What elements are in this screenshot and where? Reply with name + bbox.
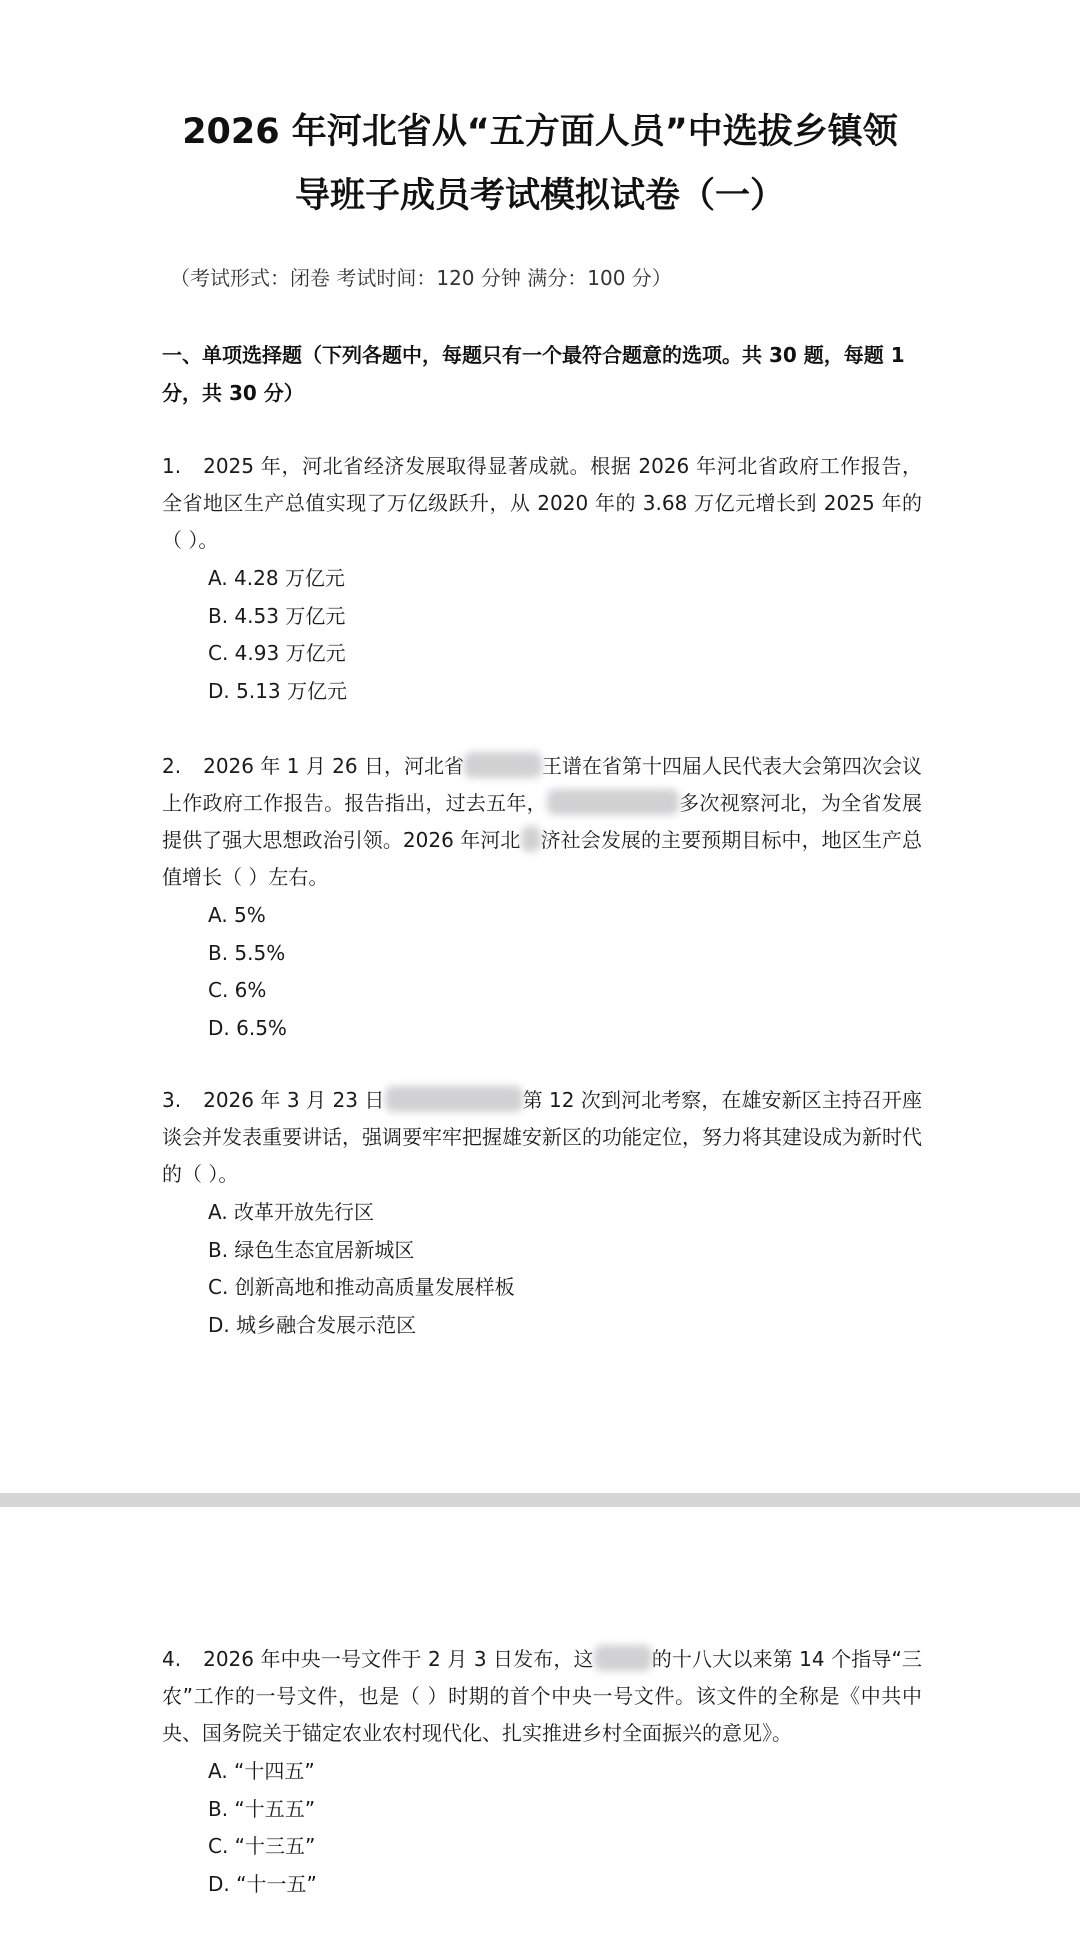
option-c: C. 6% bbox=[208, 978, 267, 1002]
exam-meta: （考试形式：闭卷 考试时间：120 分钟 满分：100 分） bbox=[170, 266, 672, 290]
section-heading: 一、单项选择题（下列各题中，每题只有一个最符合题意的选项。共 30 题，每题 1 分，共 30 分） bbox=[162, 343, 905, 405]
question-stem bbox=[162, 1641, 922, 1752]
option-c: C. 创新高地和推动高质量发展样板 bbox=[208, 1275, 515, 1299]
option-a: A. 改革开放先行区 bbox=[208, 1200, 375, 1224]
question-text-part-2: 第 12 次到河北考察，在雄安新区主持召开座谈会并发表重要讲话，强调要牢牢把握雄安新区的功能定位，努力将其建设成为新时代的（ ）。 bbox=[162, 1088, 923, 1186]
exam-title-line-2: 导班子成员考试模拟试卷（一） bbox=[294, 176, 785, 216]
question-number: 1. bbox=[162, 454, 182, 478]
question-3 bbox=[162, 1082, 922, 1344]
option-a: A. “十四五” bbox=[208, 1759, 315, 1783]
option-b: B. “十五五” bbox=[208, 1796, 316, 1821]
question-number: 2. bbox=[162, 754, 182, 778]
question-text-part-2: 王谱在省第十四届人民代表大会第四次会议上作政府工作报告。报告指出，过去五年， bbox=[162, 754, 923, 815]
question-text-part-1: 2026 年 1 月 26 日，河北省 bbox=[203, 754, 464, 778]
question-stem bbox=[162, 448, 922, 559]
exam-title bbox=[140, 100, 940, 228]
option-a: A. 4.28 万亿元 bbox=[208, 566, 345, 590]
redacted-blur bbox=[594, 1645, 652, 1671]
page-divider bbox=[0, 1493, 1080, 1507]
question-stem bbox=[162, 748, 922, 896]
option-d: D. 5.13 万亿元 bbox=[208, 678, 348, 703]
redacted-blur bbox=[385, 1086, 523, 1112]
question-text: 2025 年，河北省经济发展取得显著成就。根据 2026 年河北省政府工作报告，全省地区生产总值实现了万亿级跃升，从 2020 年的 3.68 万亿元增长到 2025 年的（ ）。 bbox=[162, 454, 922, 552]
option-b: B. 4.53 万亿元 bbox=[208, 603, 346, 628]
option-c: C. “十三五” bbox=[208, 1834, 316, 1858]
redacted-blur bbox=[464, 752, 542, 778]
option-c: C. 4.93 万亿元 bbox=[208, 641, 346, 665]
question-text-part-1: 2026 年 3 月 23 日 bbox=[203, 1088, 385, 1112]
question-1 bbox=[162, 448, 922, 710]
option-b: B. 5.5% bbox=[208, 940, 286, 965]
option-list bbox=[162, 897, 922, 1047]
redacted-blur bbox=[547, 789, 679, 815]
question-number: 3. bbox=[162, 1088, 182, 1112]
question-text-part-4: 济社会发展的主要预期目标中，地区生产总值增长（ ）左右。 bbox=[162, 828, 922, 889]
question-4 bbox=[162, 1641, 922, 1903]
option-list bbox=[162, 1753, 922, 1903]
question-text-part-3: 多次视察河北，为全省发展提供了强大思想政治引领。2026 年河北 bbox=[162, 791, 923, 852]
redacted-blur bbox=[521, 826, 541, 852]
option-a: A. 5% bbox=[208, 903, 266, 927]
option-list bbox=[162, 560, 922, 710]
question-2 bbox=[162, 748, 922, 1047]
exam-page-2 bbox=[0, 1507, 1080, 1937]
option-d: D. 城乡融合发展示范区 bbox=[208, 1312, 417, 1337]
question-stem bbox=[162, 1082, 922, 1193]
option-b: B. 绿色生态宜居新城区 bbox=[208, 1237, 415, 1262]
option-d: D. 6.5% bbox=[208, 1015, 287, 1040]
exam-title-line-1: 2026 年河北省从“五方面人员”中选拔乡镇领 bbox=[182, 112, 898, 152]
question-text-part-1: 2026 年中央一号文件于 2 月 3 日发布，这 bbox=[203, 1647, 594, 1671]
question-text-part-2: 的十八大以来第 14 个指导“三农”工作的一号文件，也是（ ）时期的首个中央一号文件。该文件的全称是《中共中央、国务院关于锚定农业农村现代化、扎实推进乡村全面振兴的意见》。 bbox=[162, 1647, 922, 1745]
option-d: D. “十一五” bbox=[208, 1871, 317, 1896]
question-number: 4. bbox=[162, 1647, 182, 1671]
option-list bbox=[162, 1194, 922, 1344]
